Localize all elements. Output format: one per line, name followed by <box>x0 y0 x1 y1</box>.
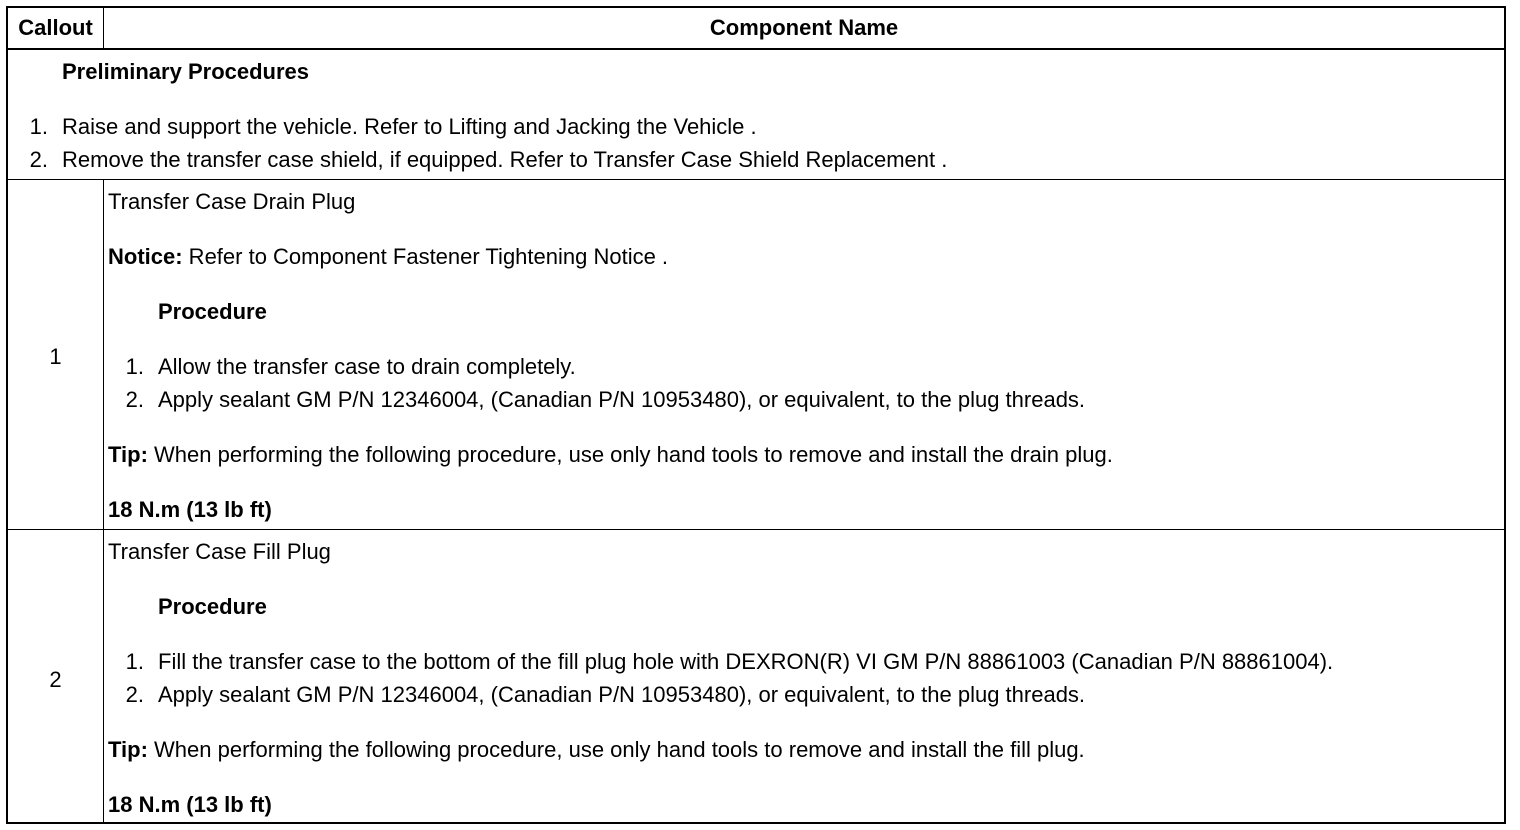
component-table <box>6 6 1506 824</box>
tip-line <box>108 442 1113 468</box>
component-name: Transfer Case Drain Plug <box>108 189 356 214</box>
procedure-step-text: Apply sealant GM P/N 12346004, (Canadian P/N 10953480), or equivalent, to the plug threads. <box>158 387 1086 412</box>
tip-text: When performing the following procedure, use only hand tools to remove and install the drain plug. <box>147 442 1113 467</box>
preliminary-step-1-text: Raise and support the vehicle. Refer to Lifting and Jacking the Vehicle . <box>62 114 757 139</box>
procedure-step-text: Apply sealant GM P/N 12346004, (Canadian P/N 10953480), or equivalent, to the plug threads. <box>158 682 1086 707</box>
procedure-step-text: Allow the transfer case to drain completely. <box>158 354 576 379</box>
torque-spec: 18 N.m (13 lb ft) <box>108 792 272 817</box>
notice-line <box>108 244 668 270</box>
tip-line <box>108 737 1085 763</box>
callout-number: 2 <box>49 667 62 692</box>
tip-label: Tip: <box>108 737 148 762</box>
table-header-row <box>8 8 1504 50</box>
procedure-title: Procedure <box>158 299 267 324</box>
procedure-step-number: 1. <box>125 354 144 379</box>
component-name: Transfer Case Fill Plug <box>108 539 331 564</box>
procedure-step-number: 1. <box>125 649 144 674</box>
preliminary-step-2-number: 2. <box>29 147 48 172</box>
procedure-title: Procedure <box>158 594 267 619</box>
header-callout: Callout <box>18 15 93 40</box>
tip-text: When performing the following procedure, use only hand tools to remove and install the fill plug. <box>147 737 1085 762</box>
torque-spec: 18 N.m (13 lb ft) <box>108 497 272 522</box>
callout-number: 1 <box>49 344 62 369</box>
notice-label: Notice: <box>108 244 183 269</box>
procedure-step-text: Fill the transfer case to the bottom of the fill plug hole with DEXRON(R) VI GM P/N 88861003 (Canadian P/N 88861004). <box>158 649 1334 674</box>
preliminary-step-1-number: 1. <box>29 114 48 139</box>
preliminary-step-2-text: Remove the transfer case shield, if equipped. Refer to Transfer Case Shield Replacement . <box>62 147 948 172</box>
tip-label: Tip: <box>108 442 148 467</box>
procedure-step-number: 2. <box>125 387 144 412</box>
row-2-column-divider <box>103 530 104 824</box>
row-divider-1 <box>8 179 1504 180</box>
preliminary-title: Preliminary Procedures <box>62 59 310 84</box>
procedure-step-number: 2. <box>125 682 144 707</box>
notice-text: Refer to Component Fastener Tightening Notice . <box>182 244 669 269</box>
row-divider-2 <box>8 529 1504 530</box>
row-1-column-divider <box>103 180 104 529</box>
header-component-name: Component Name <box>709 15 899 40</box>
